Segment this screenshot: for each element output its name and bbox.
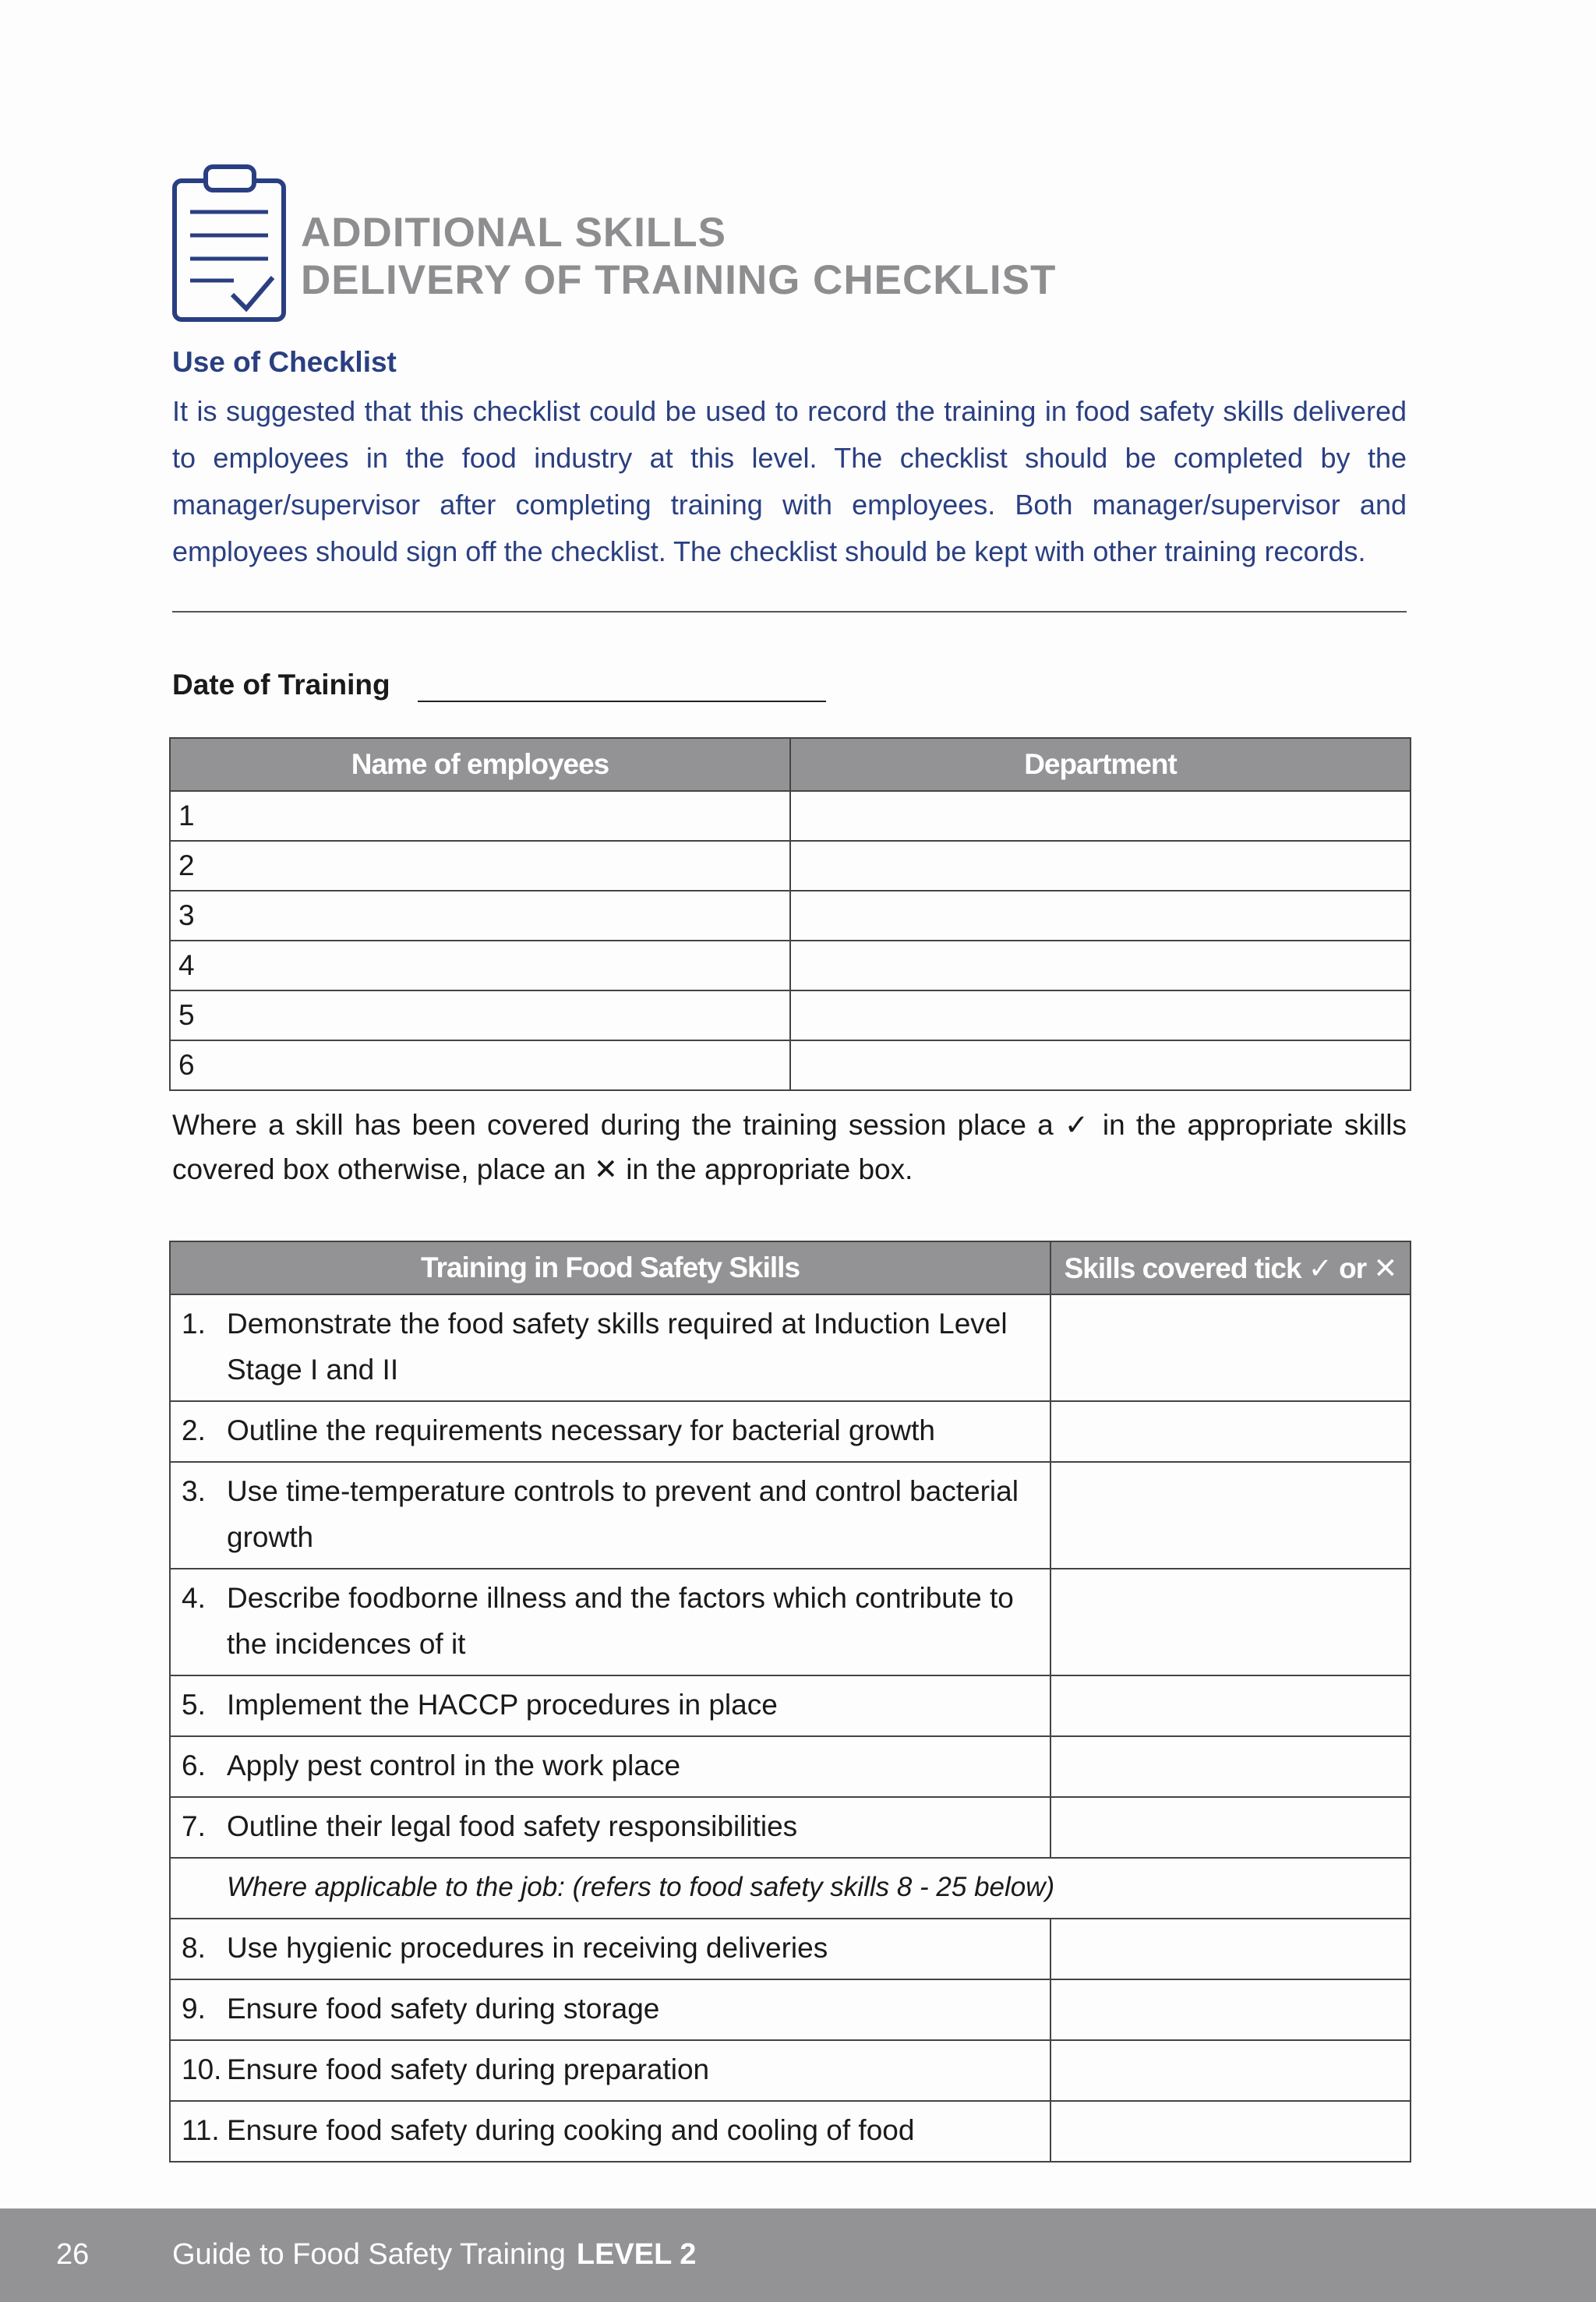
title-line-2: DELIVERY OF TRAINING CHECKLIST <box>301 257 1057 303</box>
table-row <box>170 891 1411 941</box>
skill-covered-cell[interactable] <box>1050 1294 1411 1401</box>
table-row <box>170 1979 1411 2040</box>
table-row <box>170 1040 1411 1090</box>
skill-item <box>182 1986 1042 2032</box>
guide-level: LEVEL 2 <box>576 2238 697 2271</box>
skill-number: 9. <box>182 1993 206 2025</box>
table-row <box>170 1294 1411 1401</box>
date-of-training-field[interactable] <box>418 701 826 702</box>
employees-table <box>169 737 1411 1091</box>
table-row <box>170 1797 1411 1858</box>
table-row <box>170 1919 1411 1979</box>
skill-covered-cell[interactable] <box>1050 1675 1411 1736</box>
skill-item <box>182 1301 1042 1393</box>
skill-item <box>182 1468 1042 1560</box>
skill-covered-cell[interactable] <box>1050 2101 1411 2162</box>
employee-name-cell[interactable]: 1 <box>170 791 790 841</box>
department-cell[interactable] <box>790 990 1411 1040</box>
skill-text: Use time-temperature controls to prevent and control bacterial growth <box>227 1475 1019 1553</box>
date-of-training-label: Date of Training <box>172 669 390 701</box>
table-row <box>170 1569 1411 1675</box>
skill-number: 3. <box>182 1475 206 1507</box>
column-header-skills: Training in Food Safety Skills <box>170 1241 1050 1294</box>
table-header-row <box>170 1241 1411 1294</box>
skill-number: 4. <box>182 1582 206 1614</box>
skill-text: Outline their legal food safety responsibilities <box>227 1810 798 1842</box>
clipboard-check-icon <box>171 164 288 323</box>
table-row <box>170 1462 1411 1569</box>
footer-guide-title <box>172 2238 696 2272</box>
skill-number: 1. <box>182 1308 206 1340</box>
table-row <box>170 1736 1411 1797</box>
guide-title-text: Guide to Food Safety Training <box>172 2238 566 2271</box>
department-cell[interactable] <box>790 1040 1411 1090</box>
skill-item <box>182 1407 1042 1453</box>
department-cell[interactable] <box>790 941 1411 990</box>
skill-number: 2. <box>182 1414 206 1446</box>
skill-covered-cell[interactable] <box>1050 1462 1411 1569</box>
table-subheading-row <box>170 1858 1411 1919</box>
skill-number: 10. <box>182 2053 222 2085</box>
skill-covered-cell[interactable] <box>1050 1569 1411 1675</box>
employee-name-cell[interactable]: 2 <box>170 841 790 891</box>
skill-item <box>182 1803 1042 1849</box>
skill-covered-cell[interactable] <box>1050 1979 1411 2040</box>
skill-item <box>182 1925 1042 1971</box>
skill-item <box>182 2107 1042 2153</box>
page-number: 26 <box>56 2238 90 2271</box>
skill-text: Apply pest control in the work place <box>227 1749 681 1781</box>
skill-covered-cell[interactable] <box>1050 1797 1411 1858</box>
table-row <box>170 941 1411 990</box>
intro-body: It is suggested that this checklist could be used to record the training in food safety skills delivered to employees in the food industry at this level. The checklist should be completed by the manager/supervisor after completing training with employees. Both manager/supervisor and employees should sign off the checklist. The checklist should be kept with other training records. <box>172 395 1407 567</box>
column-header-name: Name of employees <box>170 738 790 791</box>
skill-text: Ensure food safety during storage <box>227 1993 660 2025</box>
table-row <box>170 2101 1411 2162</box>
table-header-row <box>170 738 1411 791</box>
skill-covered-cell[interactable] <box>1050 1736 1411 1797</box>
table-row <box>170 1675 1411 1736</box>
employee-name-cell[interactable]: 5 <box>170 990 790 1040</box>
skill-number: 8. <box>182 1932 206 1964</box>
table-row <box>170 791 1411 841</box>
skill-number: 7. <box>182 1810 206 1842</box>
intro-section <box>172 343 1407 575</box>
skill-number: 6. <box>182 1749 206 1781</box>
skill-number: 11. <box>182 2114 220 2146</box>
applicability-note: Where applicable to the job: (refers to food safety skills 8 - 25 below) <box>170 1858 1411 1919</box>
page-footer <box>0 2208 1596 2302</box>
employee-name-cell[interactable]: 6 <box>170 1040 790 1090</box>
department-cell[interactable] <box>790 841 1411 891</box>
employee-name-cell[interactable]: 4 <box>170 941 790 990</box>
skill-text: Demonstrate the food safety skills required at Induction Level Stage I and II <box>227 1308 1008 1386</box>
skill-item <box>182 1575 1042 1667</box>
skills-table <box>169 1241 1411 2163</box>
skill-text: Describe foodborne illness and the factors which contribute to the incidences of it <box>227 1582 1014 1660</box>
instruction-text: Where a skill has been covered during the training session place a ✓ in the appropriate skills covered box otherwise, place an ✕ in the appropriate box. <box>172 1109 1407 1185</box>
skill-text: Use hygienic procedures in receiving deliveries <box>227 1932 828 1964</box>
divider <box>172 611 1407 613</box>
department-cell[interactable] <box>790 891 1411 941</box>
table-row <box>170 841 1411 891</box>
department-cell[interactable] <box>790 791 1411 841</box>
skill-text: Ensure food safety during cooking and cooling of food <box>227 2114 915 2146</box>
intro-heading: Use of Checklist <box>172 346 397 378</box>
table-row <box>170 1401 1411 1462</box>
employee-name-cell[interactable]: 3 <box>170 891 790 941</box>
skill-covered-cell[interactable] <box>1050 2040 1411 2101</box>
skill-item <box>182 2046 1042 2092</box>
column-header-department: Department <box>790 738 1411 791</box>
page-title <box>301 209 1056 304</box>
title-line-1: ADDITIONAL SKILLS <box>301 210 727 256</box>
skill-item <box>182 1742 1042 1788</box>
skill-text: Ensure food safety during preparation <box>227 2053 710 2085</box>
skill-number: 5. <box>182 1689 206 1721</box>
table-row <box>170 990 1411 1040</box>
skill-covered-cell[interactable] <box>1050 1401 1411 1462</box>
skill-covered-cell[interactable] <box>1050 1919 1411 1979</box>
table-row <box>170 2040 1411 2101</box>
skill-text: Outline the requirements necessary for bacterial growth <box>227 1414 935 1446</box>
column-header-covered: Skills covered tick ✓ or ✕ <box>1050 1241 1411 1294</box>
skill-text: Implement the HACCP procedures in place <box>227 1689 778 1721</box>
skill-item <box>182 1682 1042 1728</box>
